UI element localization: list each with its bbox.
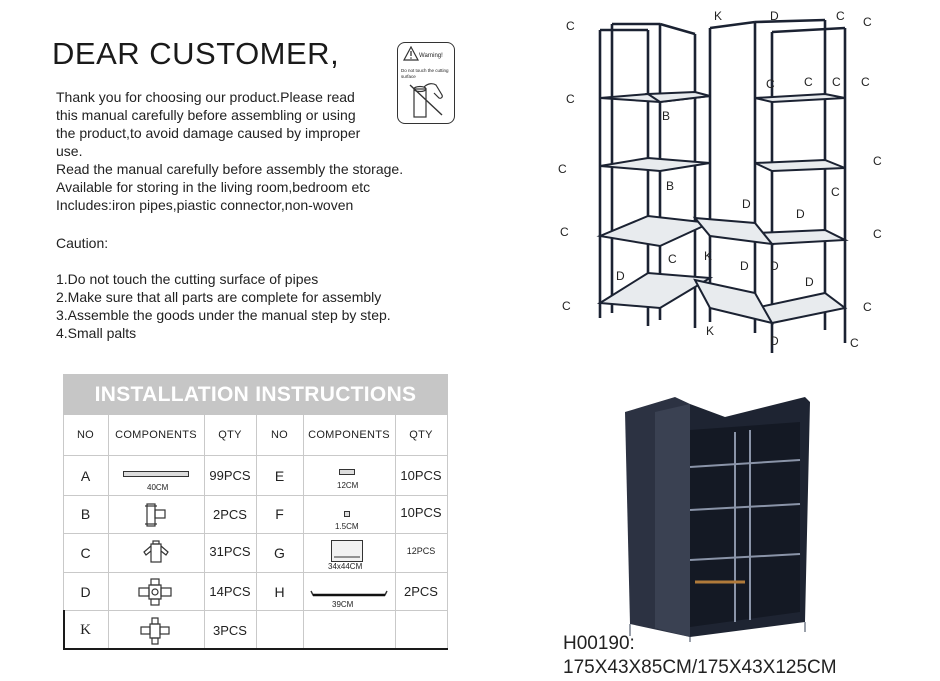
intro-line-7: Includes:iron pipes,piastic connector,non-woven: [56, 197, 354, 213]
intro-line-5: Read the manual carefully before assembly the storage.: [56, 161, 404, 177]
svg-text:C: C: [873, 227, 882, 241]
svg-text:D: D: [770, 259, 779, 273]
caution-item-1: 1.Do not touch the cutting surface of pipes: [56, 271, 319, 287]
part-size: 1.5CM: [335, 522, 359, 531]
svg-text:C: C: [804, 75, 813, 89]
k-connector-icon: [139, 617, 171, 645]
header-components: COMPONENTS: [115, 429, 197, 441]
part-qty: 10PCS: [400, 505, 442, 520]
header-components-2: COMPONENTS: [308, 429, 390, 441]
cross-connector-icon: [137, 577, 173, 607]
warning-badge: [397, 42, 455, 124]
svg-text:C: C: [850, 336, 859, 350]
caution-item-4: 4.Small palts: [56, 325, 137, 341]
svg-text:D: D: [805, 275, 814, 289]
product-dimensions: 175X43X85CM/175X43X125CM: [563, 657, 837, 678]
svg-text:K: K: [704, 249, 713, 263]
t-connector-icon: [141, 502, 169, 528]
header-qty: QTY: [218, 429, 242, 441]
svg-text:C: C: [668, 252, 677, 266]
svg-text:C: C: [836, 9, 845, 23]
product-model: H00190:: [563, 633, 635, 654]
label-k: K: [714, 9, 723, 23]
svg-text:C: C: [863, 15, 872, 29]
part-size: 39CM: [332, 600, 354, 609]
label-b: B: [662, 109, 671, 123]
label-d: D: [770, 9, 779, 23]
part-qty: 14PCS: [209, 584, 251, 599]
part-no: K: [80, 621, 91, 638]
pipe-hand-icon: [406, 81, 448, 121]
svg-text:D: D: [740, 259, 749, 273]
svg-text:C: C: [831, 185, 840, 199]
header-no-2: NO: [270, 429, 289, 441]
part-no: H: [274, 583, 285, 600]
greeting-heading: DEAR CUSTOMER,: [52, 36, 340, 71]
part-qty: 2PCS: [404, 584, 438, 599]
shelf-panel-icon: [331, 540, 363, 562]
svg-text:C: C: [562, 299, 571, 313]
header-no: NO: [76, 429, 95, 441]
short-pipe-icon: [339, 469, 355, 475]
pipe-icon: [123, 471, 189, 477]
part-no: E: [274, 467, 285, 484]
warning-title: Warning!: [419, 53, 443, 59]
part-no: D: [80, 583, 91, 600]
svg-text:K: K: [706, 324, 715, 338]
table-banner: INSTALLATION INSTRUCTIONS: [63, 374, 448, 415]
part-qty: 3PCS: [213, 622, 247, 638]
part-qty: 10PCS: [400, 468, 442, 483]
caution-item-3: 3.Assemble the goods under the manual step by step.: [56, 307, 391, 323]
svg-text:C: C: [832, 75, 841, 89]
part-qty: 31PCS: [209, 544, 251, 559]
part-size: 34x44CM: [328, 562, 363, 571]
part-qty: 2PCS: [213, 506, 247, 522]
part-no: G: [274, 545, 285, 561]
label-c: C: [566, 19, 575, 33]
svg-text:C: C: [560, 225, 569, 239]
warning-triangle-icon: [403, 46, 419, 61]
hanging-rod-icon: [309, 590, 389, 598]
svg-text:C: C: [863, 300, 872, 314]
svg-text:D: D: [616, 269, 625, 283]
intro-line-6: Available for storing in the living room,bedroom etc: [56, 179, 371, 195]
part-qty: 12PCS: [406, 546, 436, 556]
corner-connector-icon: [142, 540, 170, 566]
caution-item-2: 2.Make sure that all parts are complete for assembly: [56, 289, 382, 305]
svg-text:B: B: [666, 179, 675, 193]
part-size: 12CM: [337, 481, 359, 490]
svg-text:D: D: [796, 207, 805, 221]
svg-text:C: C: [766, 77, 775, 91]
svg-text:C: C: [861, 75, 870, 89]
part-no: B: [80, 506, 91, 522]
intro-line-4: use.: [56, 143, 83, 159]
wardrobe-photo: [615, 392, 840, 642]
svg-text:D: D: [742, 197, 751, 211]
rack-frame-diagram: [550, 8, 890, 358]
svg-text:C: C: [566, 92, 575, 106]
intro-line-1: Thank you for choosing our product.Please read: [56, 89, 355, 105]
installation-table: [63, 374, 448, 650]
intro-line-3: the product,to avoid damage caused by improper: [56, 125, 361, 141]
cap-icon: [344, 511, 350, 517]
part-qty: 99PCS: [209, 468, 251, 483]
part-size: 40CM: [147, 483, 169, 492]
svg-text:C: C: [873, 154, 882, 168]
svg-text:D: D: [770, 334, 779, 348]
part-no: A: [80, 467, 91, 484]
warning-text: Do not touch the cutting surface: [401, 68, 449, 79]
part-no: C: [80, 545, 91, 561]
svg-text:C: C: [558, 162, 567, 176]
header-qty-2: QTY: [409, 429, 433, 441]
part-no: F: [275, 506, 284, 522]
caution-heading: Caution:: [56, 235, 109, 251]
intro-line-2: this manual carefully before assembling or using: [56, 107, 356, 123]
